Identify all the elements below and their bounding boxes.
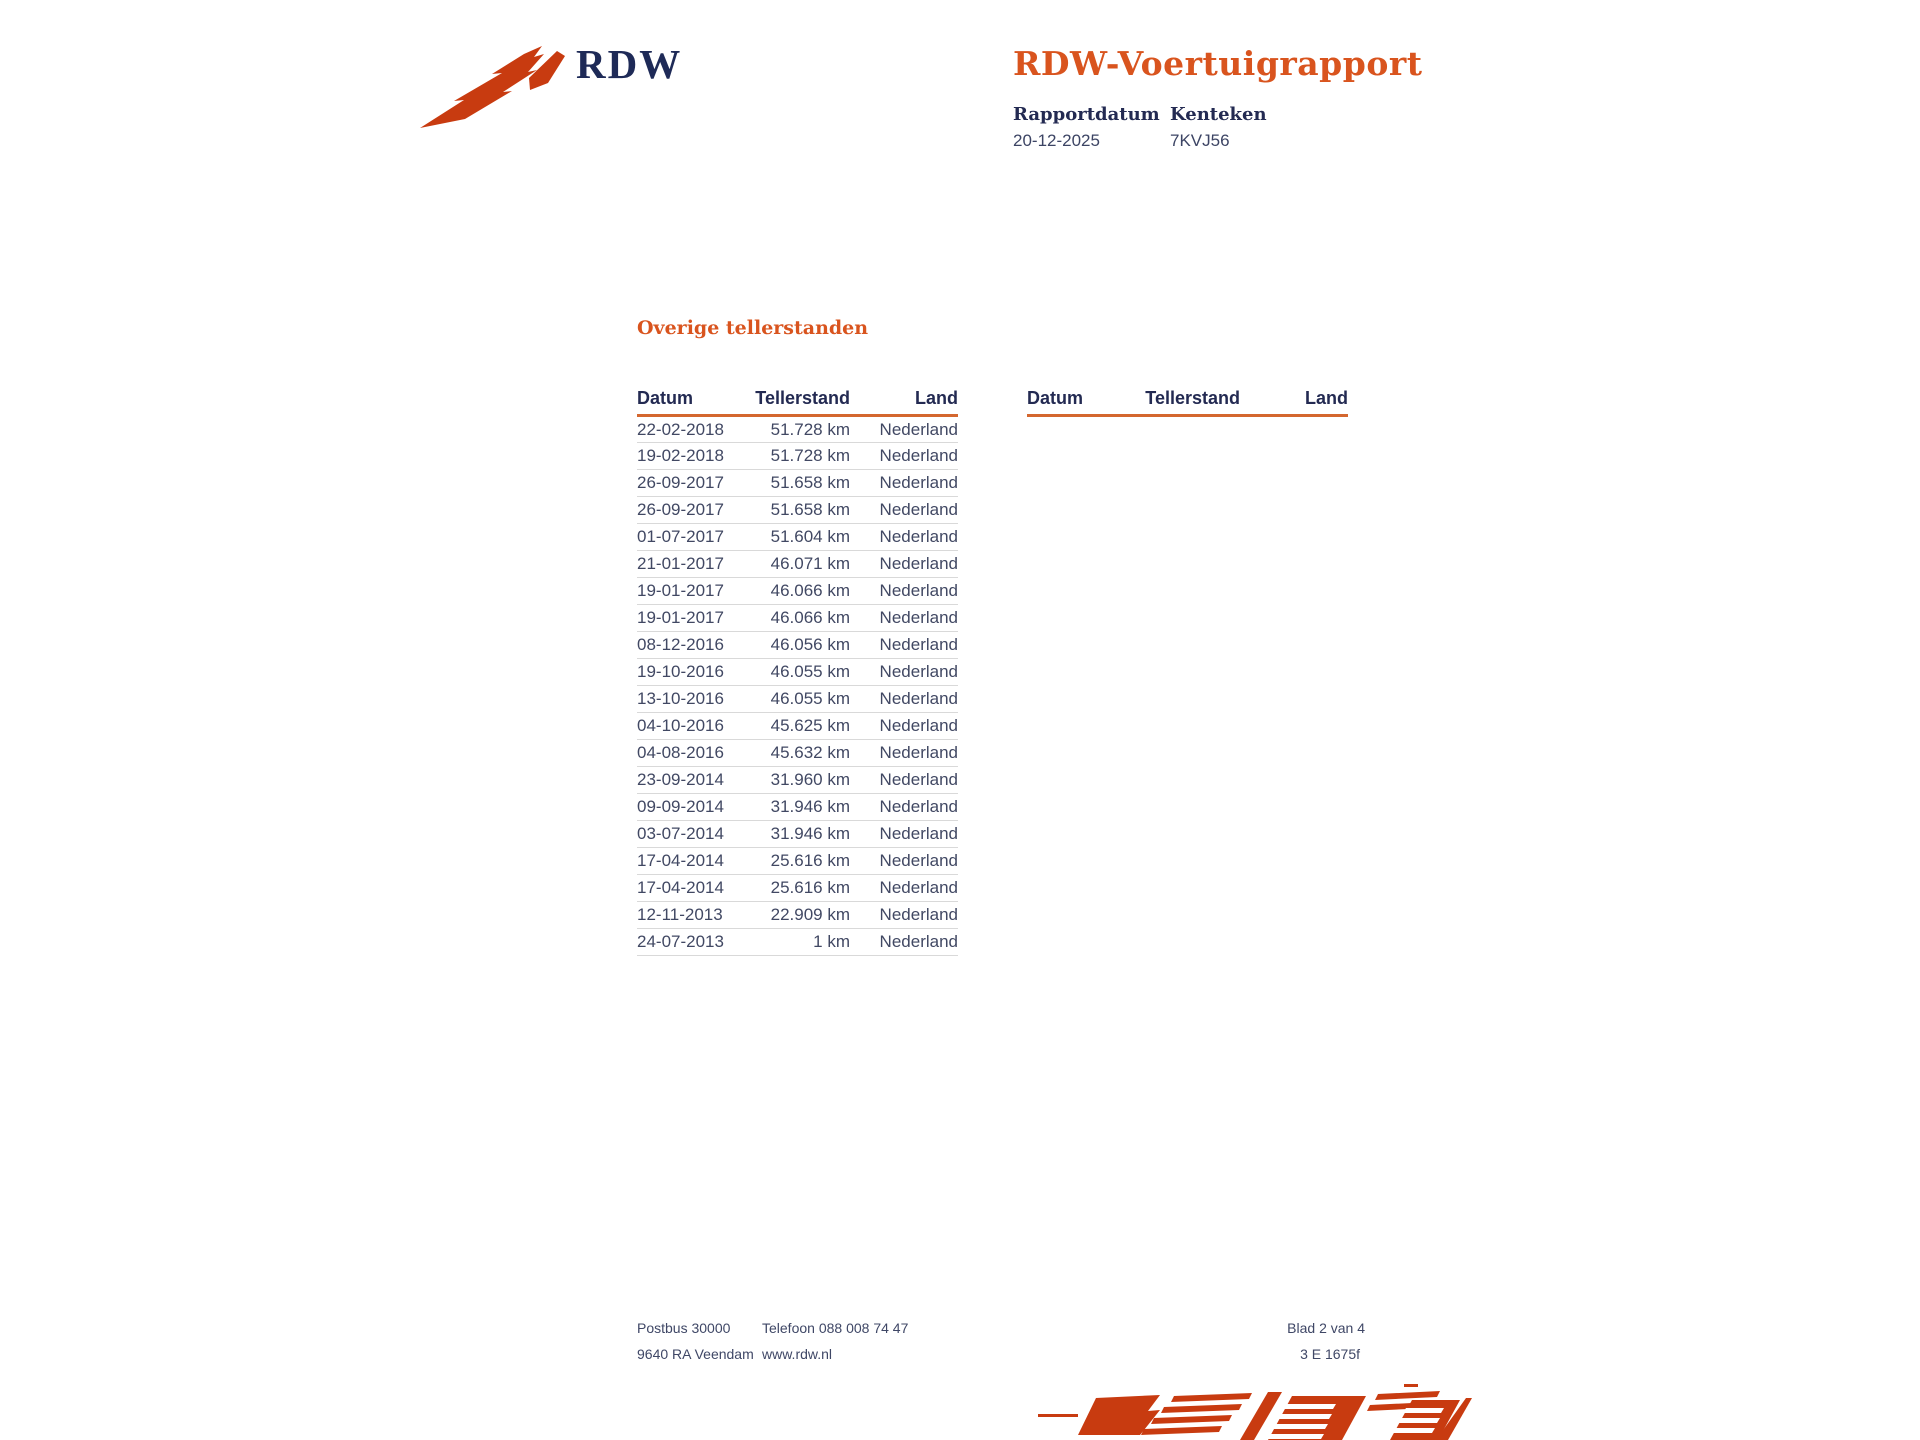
cell-land: Nederland bbox=[850, 470, 958, 497]
cell-tellerstand: 31.946 km bbox=[745, 821, 850, 848]
report-date-value: 20-12-2025 bbox=[1013, 131, 1100, 151]
cell-land: Nederland bbox=[850, 740, 958, 767]
column-header-tellerstand: Tellerstand bbox=[1135, 388, 1240, 416]
report-date-label: Rapportdatum bbox=[1013, 104, 1160, 126]
cell-land: Nederland bbox=[850, 497, 958, 524]
cell-datum: 19-01-2017 bbox=[637, 578, 745, 605]
table-row bbox=[637, 470, 958, 497]
cell-land: Nederland bbox=[850, 821, 958, 848]
rdw-speed-stripes-icon bbox=[1036, 1384, 1472, 1440]
cell-tellerstand: 51.658 km bbox=[745, 470, 850, 497]
table-row bbox=[637, 902, 958, 929]
column-header-tellerstand: Tellerstand bbox=[745, 388, 850, 416]
cell-tellerstand: 25.616 km bbox=[745, 875, 850, 902]
cell-land: Nederland bbox=[850, 794, 958, 821]
table-row bbox=[637, 497, 958, 524]
cell-datum: 17-04-2014 bbox=[637, 875, 745, 902]
cell-datum: 26-09-2017 bbox=[637, 497, 745, 524]
footer-address-line2: 9640 RA Veendam bbox=[637, 1346, 754, 1362]
cell-datum: 19-02-2018 bbox=[637, 443, 745, 470]
cell-tellerstand: 51.604 km bbox=[745, 524, 850, 551]
report-date-field bbox=[1013, 104, 1170, 151]
cell-land: Nederland bbox=[850, 578, 958, 605]
table-row bbox=[637, 605, 958, 632]
table-row bbox=[637, 929, 958, 956]
cell-datum: 12-11-2013 bbox=[637, 902, 745, 929]
footer-page-indicator: Blad 2 van 4 bbox=[1287, 1320, 1365, 1336]
license-plate-label: Kenteken bbox=[1170, 104, 1267, 126]
report-meta bbox=[1013, 104, 1573, 151]
cell-land: Nederland bbox=[850, 443, 958, 470]
cell-land: Nederland bbox=[850, 848, 958, 875]
footer-address-line1: Postbus 30000 bbox=[637, 1320, 731, 1336]
cell-tellerstand: 31.946 km bbox=[745, 794, 850, 821]
table-row bbox=[637, 794, 958, 821]
table-row bbox=[637, 740, 958, 767]
cell-land: Nederland bbox=[850, 875, 958, 902]
table-row bbox=[637, 632, 958, 659]
cell-tellerstand: 46.066 km bbox=[745, 578, 850, 605]
footer-form-code: 3 E 1675f bbox=[1300, 1346, 1360, 1362]
table-row bbox=[637, 875, 958, 902]
cell-tellerstand: 46.066 km bbox=[745, 605, 850, 632]
odometer-table-left-body bbox=[637, 416, 958, 956]
cell-tellerstand: 31.960 km bbox=[745, 767, 850, 794]
odometer-table-left-head bbox=[637, 388, 958, 416]
cell-datum: 19-10-2016 bbox=[637, 659, 745, 686]
odometer-table-left bbox=[637, 388, 958, 956]
table-row bbox=[637, 848, 958, 875]
cell-land: Nederland bbox=[850, 767, 958, 794]
page-title: RDW-Voertuigrapport bbox=[1013, 44, 1423, 83]
column-header-land: Land bbox=[1240, 388, 1348, 416]
table-row bbox=[637, 416, 958, 443]
cell-land: Nederland bbox=[850, 902, 958, 929]
cell-datum: 24-07-2013 bbox=[637, 929, 745, 956]
cell-datum: 17-04-2014 bbox=[637, 848, 745, 875]
license-plate-value: 7KVJ56 bbox=[1170, 131, 1230, 151]
cell-tellerstand: 45.625 km bbox=[745, 713, 850, 740]
section-title-overige-tellerstanden: Overige tellerstanden bbox=[637, 317, 869, 339]
rdw-feather-icon bbox=[418, 44, 568, 130]
column-header-land: Land bbox=[850, 388, 958, 416]
report-header bbox=[1013, 46, 1573, 151]
table-row bbox=[637, 767, 958, 794]
cell-tellerstand: 46.055 km bbox=[745, 659, 850, 686]
cell-land: Nederland bbox=[850, 524, 958, 551]
cell-datum: 19-01-2017 bbox=[637, 605, 745, 632]
table-row bbox=[637, 659, 958, 686]
cell-land: Nederland bbox=[850, 686, 958, 713]
cell-datum: 21-01-2017 bbox=[637, 551, 745, 578]
cell-tellerstand: 51.728 km bbox=[745, 443, 850, 470]
cell-datum: 01-07-2017 bbox=[637, 524, 745, 551]
cell-tellerstand: 22.909 km bbox=[745, 902, 850, 929]
cell-land: Nederland bbox=[850, 659, 958, 686]
table-row bbox=[637, 443, 958, 470]
rdw-wordmark: RDW bbox=[576, 41, 683, 87]
cell-datum: 13-10-2016 bbox=[637, 686, 745, 713]
license-plate-field bbox=[1170, 104, 1573, 151]
table-row bbox=[637, 578, 958, 605]
cell-datum: 26-09-2017 bbox=[637, 470, 745, 497]
cell-datum: 09-09-2014 bbox=[637, 794, 745, 821]
cell-tellerstand: 25.616 km bbox=[745, 848, 850, 875]
cell-land: Nederland bbox=[850, 551, 958, 578]
odometer-table-right bbox=[1027, 388, 1348, 417]
cell-tellerstand: 1 km bbox=[745, 929, 850, 956]
table-row bbox=[637, 524, 958, 551]
cell-datum: 04-08-2016 bbox=[637, 740, 745, 767]
table-row bbox=[637, 686, 958, 713]
cell-land: Nederland bbox=[850, 632, 958, 659]
cell-datum: 22-02-2018 bbox=[637, 416, 745, 443]
cell-tellerstand: 51.728 km bbox=[745, 416, 850, 443]
table-row bbox=[637, 821, 958, 848]
cell-land: Nederland bbox=[850, 929, 958, 956]
cell-tellerstand: 46.071 km bbox=[745, 551, 850, 578]
cell-datum: 08-12-2016 bbox=[637, 632, 745, 659]
footer-website: www.rdw.nl bbox=[762, 1346, 833, 1362]
cell-tellerstand: 51.658 km bbox=[745, 497, 850, 524]
odometer-table-right-head bbox=[1027, 388, 1348, 416]
cell-tellerstand: 46.055 km bbox=[745, 686, 850, 713]
table-row bbox=[637, 713, 958, 740]
cell-tellerstand: 46.056 km bbox=[745, 632, 850, 659]
table-row bbox=[637, 551, 958, 578]
column-header-datum: Datum bbox=[1027, 388, 1135, 416]
cell-datum: 04-10-2016 bbox=[637, 713, 745, 740]
cell-land: Nederland bbox=[850, 416, 958, 443]
column-header-datum: Datum bbox=[637, 388, 745, 416]
footer-phone: Telefoon 088 008 74 47 bbox=[762, 1320, 909, 1336]
cell-land: Nederland bbox=[850, 713, 958, 740]
cell-land: Nederland bbox=[850, 605, 958, 632]
rdw-logo bbox=[418, 41, 683, 130]
cell-datum: 23-09-2014 bbox=[637, 767, 745, 794]
cell-tellerstand: 45.632 km bbox=[745, 740, 850, 767]
cell-datum: 03-07-2014 bbox=[637, 821, 745, 848]
